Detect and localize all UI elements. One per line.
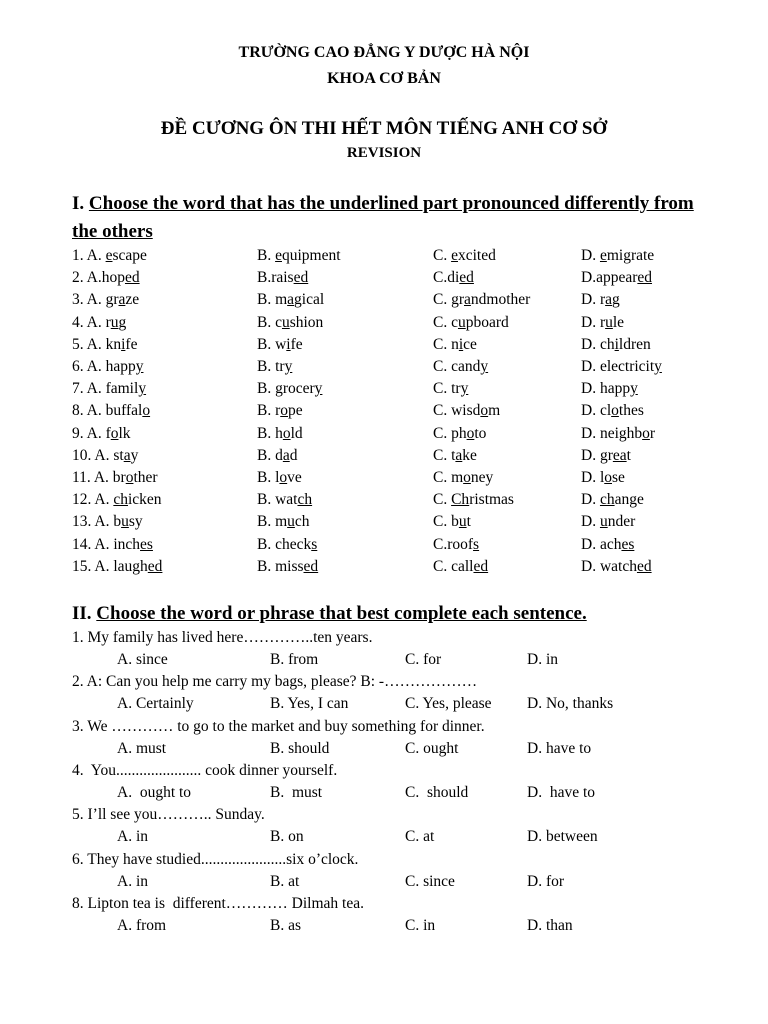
underlined-part: ed bbox=[293, 269, 309, 287]
underlined-part: a bbox=[605, 291, 612, 309]
answer-option: C. since bbox=[405, 872, 455, 890]
underlined-part: a bbox=[464, 291, 471, 309]
underlined-part: u bbox=[458, 513, 467, 531]
answer-option: C. ought bbox=[405, 739, 459, 757]
underlined-part: ch bbox=[297, 491, 313, 509]
underlined-part: ed bbox=[147, 557, 163, 575]
underlined-part: a bbox=[123, 446, 131, 464]
underlined-part: o bbox=[480, 402, 489, 420]
word-option: 4. A. rug bbox=[72, 313, 127, 331]
word-option: D. rag bbox=[581, 291, 620, 309]
answer-option: A. ought to bbox=[117, 783, 192, 801]
answer-option: D. in bbox=[527, 651, 558, 668]
word-option: 7. A. family bbox=[72, 380, 147, 398]
word-option: B. magical bbox=[257, 291, 325, 309]
underlined-part: i bbox=[121, 335, 126, 353]
underlined-part: e bbox=[451, 247, 458, 264]
answer-option: C. at bbox=[405, 828, 435, 846]
answer-option: B. at bbox=[270, 872, 300, 890]
word-option: D. clothes bbox=[581, 402, 644, 420]
underlined-part: y bbox=[654, 358, 662, 375]
word-option: B. wife bbox=[257, 335, 303, 353]
underlined-part: o bbox=[611, 402, 619, 420]
section-2-number: II. bbox=[72, 603, 92, 624]
word-option: C. money bbox=[433, 469, 494, 486]
word-option: B. checks bbox=[257, 535, 318, 553]
word-option: B. rope bbox=[257, 402, 303, 420]
underlined-part: y bbox=[135, 358, 144, 375]
underlined-part: ed bbox=[459, 269, 474, 287]
word-option: B. cushion bbox=[257, 313, 324, 331]
word-option: C.died bbox=[433, 269, 474, 287]
word-option: C. nice bbox=[433, 335, 477, 353]
underlined-part: s bbox=[311, 535, 318, 553]
underlined-part: o bbox=[466, 424, 475, 442]
word-option: 9. A. folk bbox=[72, 424, 131, 442]
table-row bbox=[0, 312, 768, 334]
underlined-part: a bbox=[455, 446, 463, 464]
underlined-part: u bbox=[281, 313, 290, 331]
underlined-part: u bbox=[605, 313, 613, 331]
section-2-heading bbox=[72, 600, 722, 628]
word-option: D. electricity bbox=[581, 358, 662, 375]
word-option: D. emigrate bbox=[581, 247, 655, 264]
underlined-part: u bbox=[457, 313, 466, 331]
underlined-part: o bbox=[279, 469, 288, 486]
table-row bbox=[0, 378, 768, 400]
answer-option: A. in bbox=[117, 828, 148, 846]
word-option: C. grandmother bbox=[433, 291, 531, 309]
word-option: D. lose bbox=[581, 469, 625, 486]
underlined-part: y bbox=[138, 380, 147, 398]
underlined-part: u bbox=[599, 513, 608, 531]
answer-option: C. should bbox=[405, 783, 469, 801]
word-option: B. missed bbox=[257, 557, 319, 575]
table-row bbox=[0, 356, 768, 378]
word-option: C. candy bbox=[433, 358, 489, 375]
answer-option: D. No, thanks bbox=[527, 695, 614, 713]
underlined-part: y bbox=[314, 380, 323, 398]
underlined-part: a bbox=[118, 291, 126, 309]
question-text: 6. They have studied......................six o’clock. bbox=[72, 850, 359, 868]
answer-option: A. since bbox=[117, 651, 168, 668]
table-row bbox=[0, 445, 768, 467]
word-option: D. rule bbox=[581, 313, 625, 331]
table-row bbox=[0, 489, 768, 511]
question-text: 4. You...................... cook dinner yourself. bbox=[72, 761, 338, 779]
answer-option: B. should bbox=[270, 739, 330, 757]
word-option: B. try bbox=[257, 358, 293, 375]
question-text: 1. My family has lived here…………..ten years. bbox=[72, 629, 373, 646]
underlined-part: u bbox=[110, 313, 119, 331]
question-text: 2. A: Can you help me carry my bags, please? B: -……………… bbox=[72, 673, 478, 691]
answer-option: C. for bbox=[405, 651, 442, 668]
word-option: D. children bbox=[581, 335, 651, 353]
word-option: 15. A. laughed bbox=[72, 557, 163, 575]
word-option: B. grocery bbox=[257, 380, 323, 398]
word-option: 10. A. stay bbox=[72, 446, 139, 464]
word-option: C.roofs bbox=[433, 535, 480, 553]
answer-option: D. between bbox=[527, 828, 598, 846]
table-row bbox=[0, 289, 768, 311]
underlined-part: o bbox=[280, 402, 288, 420]
word-option: 5. A. knife bbox=[72, 335, 138, 353]
word-option: 2. A.hoped bbox=[72, 269, 140, 287]
word-option: C. try bbox=[433, 380, 469, 398]
underlined-part: o bbox=[142, 402, 151, 420]
word-option: B. hold bbox=[257, 424, 303, 442]
question-text: 3. We ………… to go to the market and buy something for dinner. bbox=[72, 717, 485, 735]
page-subtitle: REVISION bbox=[346, 145, 422, 161]
answer-option: D. have to bbox=[527, 783, 596, 801]
underlined-part: ch bbox=[599, 491, 615, 509]
section-1-instruction: Choose the word that has the underlined part pronounced differently from the others bbox=[72, 193, 694, 242]
word-option: D. under bbox=[581, 513, 636, 531]
word-option: 13. A. busy bbox=[72, 513, 143, 531]
word-option: 14. A. inches bbox=[72, 535, 153, 553]
word-option: C. cupboard bbox=[433, 313, 509, 331]
answer-option: C. Yes, please bbox=[405, 695, 492, 713]
underlined-part: u bbox=[121, 513, 129, 531]
answer-option: A. must bbox=[117, 739, 167, 757]
word-option: B. love bbox=[257, 469, 302, 486]
table-row bbox=[0, 334, 768, 356]
section-1-number: I. bbox=[72, 193, 85, 214]
word-option: D. happy bbox=[581, 380, 638, 398]
word-option: 11. A. brother bbox=[72, 469, 158, 486]
underlined-part: s bbox=[473, 535, 480, 553]
underlined-part: ed bbox=[303, 557, 319, 575]
word-option: C. wisdom bbox=[433, 402, 501, 420]
word-option: 1. A. escape bbox=[72, 247, 147, 264]
answer-option: B. as bbox=[270, 916, 301, 934]
underlined-part: e bbox=[105, 247, 113, 264]
underlined-part: y bbox=[480, 358, 489, 375]
answer-option: C. in bbox=[405, 916, 436, 934]
section-1-heading bbox=[72, 190, 722, 246]
underlined-part: ea bbox=[612, 446, 627, 464]
underlined-part: a bbox=[282, 446, 290, 464]
word-option: D. aches bbox=[581, 535, 635, 553]
table-row bbox=[0, 467, 768, 489]
underlined-part: o bbox=[642, 424, 650, 442]
section-2-instruction: Choose the word or phrase that best complete each sentence. bbox=[96, 603, 587, 624]
word-option: C. take bbox=[433, 446, 477, 464]
table-row bbox=[0, 267, 768, 289]
word-option: C. but bbox=[433, 513, 471, 531]
table-row bbox=[0, 423, 768, 445]
table-row bbox=[0, 556, 768, 578]
answer-option: B. must bbox=[270, 783, 323, 801]
table-row bbox=[0, 400, 768, 422]
word-option: B. dad bbox=[257, 446, 298, 464]
answer-option: A. from bbox=[117, 916, 167, 934]
table-row bbox=[0, 534, 768, 556]
answer-option: B. from bbox=[270, 651, 319, 668]
word-option: B. watch bbox=[257, 491, 313, 509]
page-title: ĐỀ CƯƠNG ÔN THI HẾT MÔN TIẾNG ANH CƠ SỞ bbox=[160, 118, 608, 139]
answer-option: D. for bbox=[527, 872, 565, 890]
word-option: C. photo bbox=[433, 424, 487, 442]
underlined-part: a bbox=[287, 291, 295, 309]
answer-option: A. Certainly bbox=[117, 695, 194, 713]
word-option: C. excited bbox=[433, 247, 496, 264]
word-option: B. much bbox=[257, 513, 310, 531]
word-option: D. great bbox=[581, 446, 631, 464]
underlined-part: ed bbox=[124, 269, 140, 287]
table-row bbox=[0, 245, 768, 267]
underlined-part: es bbox=[621, 535, 635, 553]
word-option: C. called bbox=[433, 557, 489, 575]
word-option: D. change bbox=[581, 491, 644, 509]
school-name: TRƯỜNG CAO ĐẲNG Y DƯỢC HÀ NỘI bbox=[238, 44, 530, 61]
word-option: 8. A. buffalo bbox=[72, 402, 151, 420]
answer-option: D. have to bbox=[527, 739, 592, 757]
underlined-part: y bbox=[460, 380, 469, 398]
underlined-part: y bbox=[284, 358, 293, 375]
underlined-part: o bbox=[463, 469, 471, 486]
table-row bbox=[0, 511, 768, 533]
underlined-part: ch bbox=[113, 491, 128, 509]
word-option: B.raised bbox=[257, 269, 309, 287]
underlined-part: u bbox=[287, 513, 295, 531]
underlined-part: e bbox=[275, 247, 282, 264]
word-option: D. neighbor bbox=[581, 424, 656, 442]
question-text: 8. Lipton tea is different………… Dilmah tea. bbox=[72, 894, 364, 912]
word-option: 6. A. happy bbox=[72, 358, 144, 375]
underlined-part: e bbox=[599, 247, 607, 264]
underlined-part: o bbox=[604, 469, 612, 486]
answer-option: B. on bbox=[270, 828, 304, 846]
underlined-part: ed bbox=[637, 269, 653, 287]
word-option: C. Christmas bbox=[433, 491, 514, 509]
underlined-part: ed bbox=[636, 557, 652, 575]
underlined-part: o bbox=[282, 424, 291, 442]
underlined-part: ed bbox=[473, 557, 489, 575]
word-option: D. watched bbox=[581, 557, 652, 575]
underlined-part: i bbox=[286, 335, 291, 353]
underlined-part: es bbox=[140, 535, 153, 553]
answer-option: B. Yes, I can bbox=[270, 695, 349, 713]
underlined-part: i bbox=[614, 335, 619, 353]
underlined-part: y bbox=[630, 380, 638, 398]
underlined-part: i bbox=[458, 335, 464, 353]
word-option: 3. A. graze bbox=[72, 291, 140, 309]
question-text: 5. I’ll see you……….. Sunday. bbox=[72, 806, 265, 824]
department-name: KHOA CƠ BẢN bbox=[327, 70, 441, 87]
answer-option: A. in bbox=[117, 872, 148, 890]
underlined-part: o bbox=[110, 424, 119, 442]
underlined-part: Ch bbox=[451, 491, 470, 509]
answer-option: D. than bbox=[527, 916, 573, 934]
word-option: D.appeared bbox=[581, 269, 653, 287]
underlined-part: o bbox=[125, 469, 134, 486]
word-option: B. equipment bbox=[257, 247, 341, 264]
word-option: 12. A. chicken bbox=[72, 491, 162, 509]
